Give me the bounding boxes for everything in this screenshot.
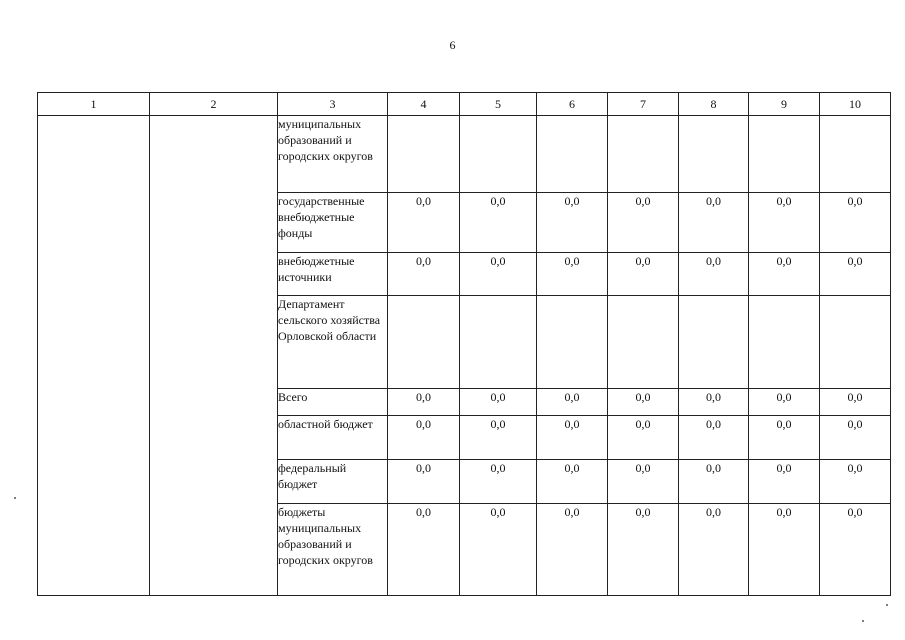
value-cell: 0,0	[388, 416, 460, 460]
value-cell: 0,0	[537, 193, 608, 253]
value-cell: 0,0	[537, 504, 608, 596]
column-header: 2	[150, 93, 278, 116]
value-cell: 0,0	[608, 504, 679, 596]
table-row	[38, 116, 891, 193]
header-row	[38, 93, 891, 116]
source-label: бюджеты муниципальных образований и городских округов	[278, 504, 388, 596]
column-header: 9	[749, 93, 820, 116]
value-cell: 0,0	[820, 253, 891, 296]
column-header: 8	[679, 93, 749, 116]
value-cell	[460, 296, 537, 389]
source-label: федеральный бюджет	[278, 460, 388, 504]
value-cell	[608, 296, 679, 389]
value-cell: 0,0	[460, 504, 537, 596]
column-header: 6	[537, 93, 608, 116]
value-cell: 0,0	[820, 460, 891, 504]
value-cell: 0,0	[820, 193, 891, 253]
budget-table	[37, 92, 891, 596]
value-cell: 0,0	[537, 460, 608, 504]
table-body	[38, 116, 891, 596]
column-header: 10	[820, 93, 891, 116]
value-cell: 0,0	[820, 389, 891, 416]
value-cell: 0,0	[820, 504, 891, 596]
value-cell: 0,0	[388, 504, 460, 596]
source-label: муниципальных образований и городских округов	[278, 116, 388, 193]
source-label: областной бюджет	[278, 416, 388, 460]
value-cell: 0,0	[460, 460, 537, 504]
value-cell: 0,0	[608, 416, 679, 460]
value-cell	[820, 116, 891, 193]
value-cell: 0,0	[388, 389, 460, 416]
value-cell: 0,0	[460, 389, 537, 416]
value-cell	[749, 296, 820, 389]
source-label: внебюджетные источники	[278, 253, 388, 296]
source-label: государственные внебюджетные фонды	[278, 193, 388, 253]
value-cell: 0,0	[679, 416, 749, 460]
value-cell: 0,0	[679, 504, 749, 596]
program-cell	[38, 116, 150, 596]
value-cell: 0,0	[679, 389, 749, 416]
value-cell: 0,0	[679, 460, 749, 504]
value-cell: 0,0	[460, 253, 537, 296]
value-cell: 0,0	[749, 460, 820, 504]
value-cell	[679, 116, 749, 193]
source-label: Всего	[278, 389, 388, 416]
source-label: Департамент сельского хозяйства Орловской области	[278, 296, 388, 389]
value-cell: 0,0	[537, 416, 608, 460]
value-cell: 0,0	[608, 460, 679, 504]
value-cell	[537, 116, 608, 193]
column-header: 1	[38, 93, 150, 116]
value-cell: 0,0	[388, 253, 460, 296]
value-cell: 0,0	[679, 253, 749, 296]
scan-speck	[886, 604, 888, 606]
measure-cell	[150, 116, 278, 596]
value-cell: 0,0	[679, 193, 749, 253]
scan-speck	[14, 497, 16, 499]
value-cell	[608, 116, 679, 193]
value-cell	[388, 296, 460, 389]
value-cell: 0,0	[608, 389, 679, 416]
value-cell: 0,0	[460, 193, 537, 253]
value-cell: 0,0	[749, 193, 820, 253]
column-header: 7	[608, 93, 679, 116]
page-number: 6	[449, 38, 456, 52]
value-cell	[537, 296, 608, 389]
value-cell: 0,0	[820, 416, 891, 460]
value-cell: 0,0	[388, 193, 460, 253]
value-cell	[749, 116, 820, 193]
column-header: 4	[388, 93, 460, 116]
value-cell: 0,0	[388, 460, 460, 504]
value-cell	[679, 296, 749, 389]
value-cell: 0,0	[460, 416, 537, 460]
value-cell: 0,0	[749, 416, 820, 460]
value-cell: 0,0	[749, 504, 820, 596]
value-cell: 0,0	[749, 253, 820, 296]
column-header: 5	[460, 93, 537, 116]
value-cell: 0,0	[537, 253, 608, 296]
value-cell: 0,0	[749, 389, 820, 416]
value-cell	[388, 116, 460, 193]
value-cell: 0,0	[608, 253, 679, 296]
value-cell: 0,0	[537, 389, 608, 416]
column-header: 3	[278, 93, 388, 116]
scan-speck	[862, 620, 864, 622]
value-cell	[460, 116, 537, 193]
value-cell	[820, 296, 891, 389]
value-cell: 0,0	[608, 193, 679, 253]
